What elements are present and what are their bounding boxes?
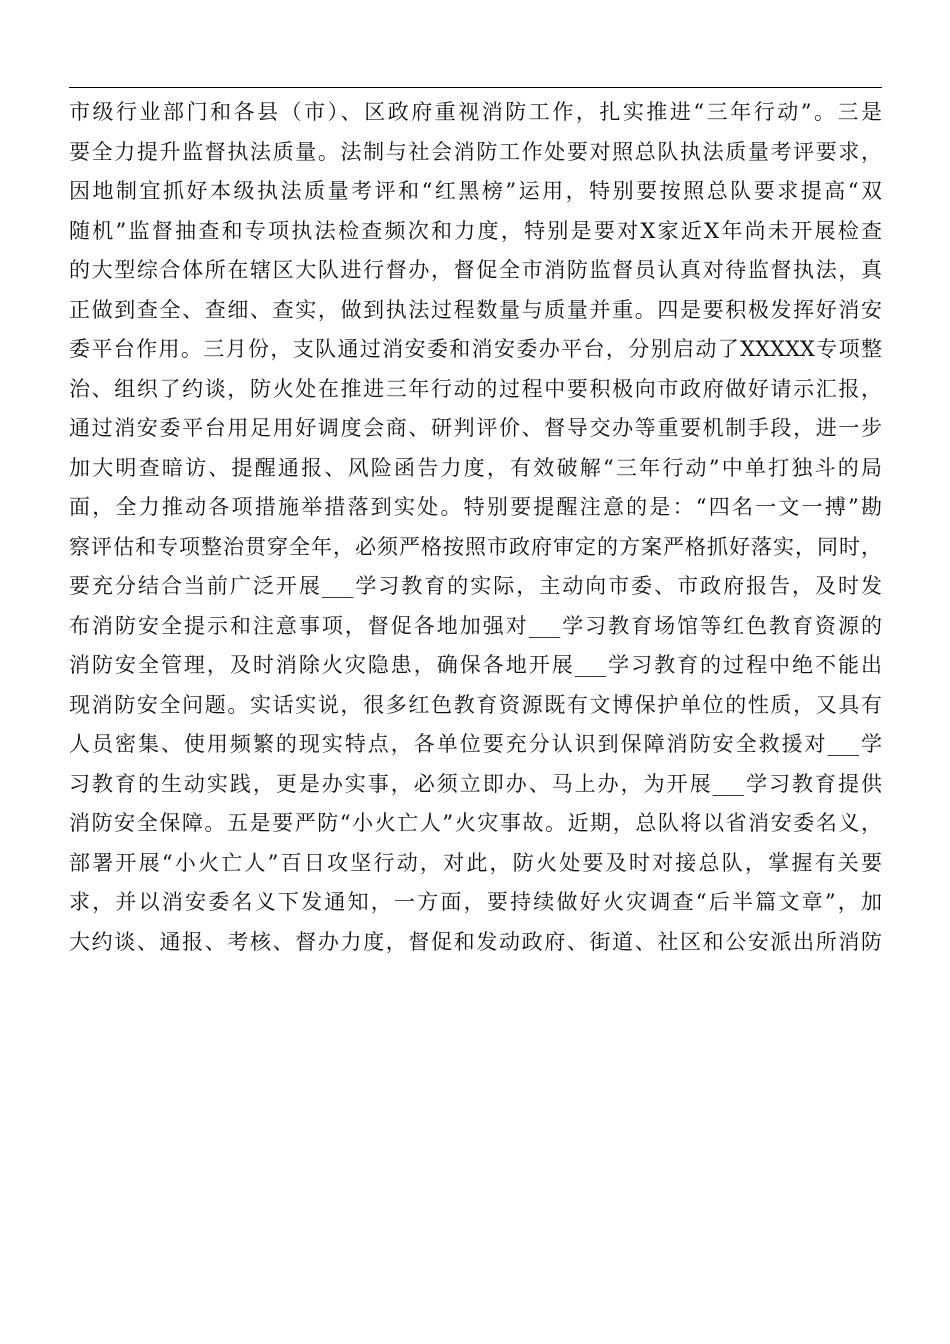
text-line: 市级行业部门和各县（市）、区政府重视消防工作，扎实推进“三年行动”。三是 [69, 100, 882, 124]
text-line: 加大明查暗访、提醒通报、风险函告力度，有效破解“三年行动”中单打独斗的局 [69, 455, 882, 480]
text-line: 要全力提升监督执法质量。法制与社会消防工作处要对照总队执法质量考评要求， [69, 139, 882, 164]
text-line: 人员密集、使用频繁的现实特点，各单位要充分认识到保障消防安全救援对___学 [69, 732, 882, 756]
text-line: 部署开展“小火亡人”百日攻坚行动，对此，防火处要及时对接总队，掌握有关要 [69, 850, 882, 875]
text-line: 委平台作用。三月份，支队通过消安委和消安委办平台，分别启动了XXXXX专项整 [69, 337, 882, 361]
text-line: 要充分结合当前广泛开展___学习教育的实际，主动向市委、市政府报告，及时发 [69, 574, 882, 598]
text-line: 因地制宜抓好本级执法质量考评和“红黑榜”运用，特别要按照总队要求提高“双 [69, 179, 882, 203]
text-line: 治、组织了约谈，防火处在推进三年行动的过程中要积极向市政府做好请示汇报， [69, 376, 882, 401]
text-line: 布消防安全提示和注意事项，督促各地加强对___学习教育场馆等红色教育资源的 [69, 613, 882, 638]
text-line: 求，并以消安委名义下发通知，一方面，要持续做好火灾调查“后半篇文章”，加 [69, 890, 882, 914]
text-line: 消防安全管理，及时消除火灾隐患，确保各地开展___学习教育的过程中绝不能出 [69, 653, 882, 677]
text-line: 消防安全保障。五是要严防“小火亡人”火灾事故。近期，总队将以省消安委名义， [69, 811, 882, 835]
text-line: 通过消安委平台用足用好调度会商、研判评价、督导交办等重要机制手段，进一步 [69, 416, 882, 440]
text-line: 面，全力推动各项措施举措落到实处。特别要提醒注意的是：“四名一文一搏”勘 [69, 495, 882, 519]
text-line: 正做到查全、查细、查实，做到执法过程数量与质量并重。四是要积极发挥好消安 [69, 297, 882, 322]
body-text [69, 93, 882, 962]
text-line: 大约谈、通报、考核、督办力度，督促和发动政府、街道、社区和公安派出所消防 [69, 929, 882, 954]
text-line: 随机”监督抽查和专项执法检查频次和力度，特别是要对X家近X年尚未开展检查 [69, 218, 882, 243]
text-line: 的大型综合体所在辖区大队进行督办，督促全市消防监督员认真对待监督执法，真 [69, 258, 882, 282]
header-rule [69, 87, 882, 88]
text-line: 习教育的生动实践，更是办实事，必须立即办、马上办，为开展___学习教育提供 [69, 771, 882, 796]
text-line: 察评估和专项整治贯穿全年，必须严格按照市政府审定的方案严格抓好落实，同时， [69, 534, 882, 559]
text-line: 现消防安全问题。实话实说，很多红色教育资源既有文博保护单位的性质，又具有 [69, 692, 882, 717]
